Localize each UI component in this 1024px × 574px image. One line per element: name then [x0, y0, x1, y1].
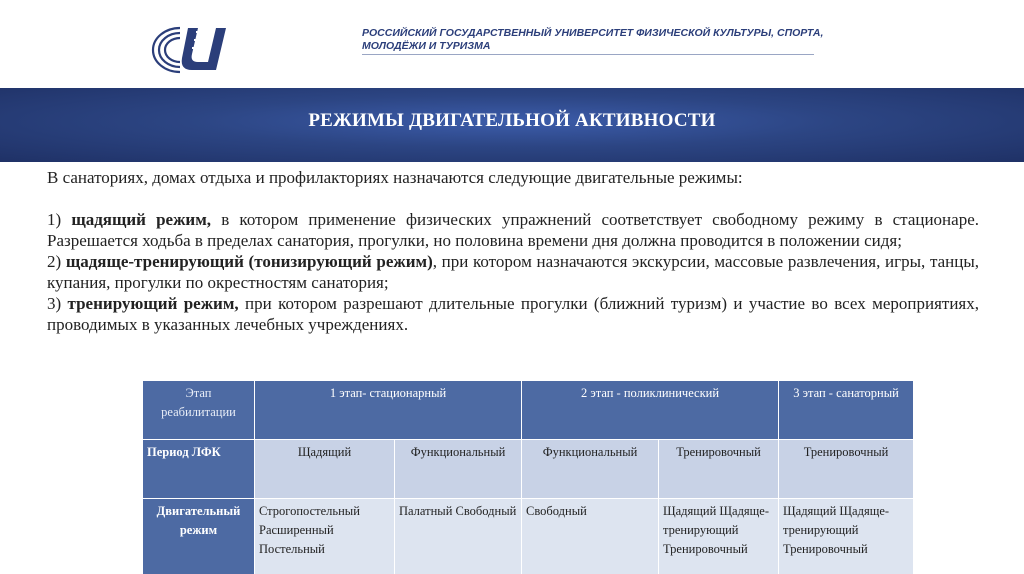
mode-3-number: 3) — [47, 294, 62, 313]
header-divider — [362, 54, 814, 55]
table-cell: Строгопостельный Расширенный Постельный — [255, 499, 395, 574]
intro-paragraph: В санаториях, домах отдыха и профилакториях назначаются следующие двигательные режимы: — [47, 168, 743, 187]
row-label-regime: Двигательный режим — [143, 499, 255, 574]
table-cell: Тренировочный — [659, 440, 779, 499]
table-cell: Функциональный — [522, 440, 659, 499]
table-cell: Щадящий — [255, 440, 395, 499]
page-title: РЕЖИМЫ ДВИГАТЕЛЬНОЙ АКТИВНОСТИ — [308, 110, 716, 131]
mode-1-name: щадящий режим, — [71, 210, 212, 229]
mode-2-number: 2) — [47, 252, 62, 271]
header-stage: Этап реабилитации — [143, 381, 255, 440]
main-text — [47, 167, 979, 335]
header-stage-1: 1 этап- стационарный — [255, 381, 522, 440]
table-cell: Тренировочный — [779, 440, 913, 499]
rehab-table-container — [142, 380, 913, 574]
table-cell: Функциональный — [395, 440, 522, 499]
row-label-period: Период ЛФК — [143, 440, 255, 499]
mode-3-text: при котором разрешают длительные прогулки (ближний туризм) и участие во всех мероприятиях, проводимых в указанных лечебных учреждениях. — [47, 294, 979, 334]
mode-3 — [47, 293, 979, 335]
rehab-table — [142, 380, 913, 574]
mode-1 — [47, 209, 979, 251]
header-stage-3: 3 этап - санаторный — [779, 381, 913, 440]
mode-1-text: в котором применение физических упражнений соответствует свободному режиму в стационаре. Разрешается ходьба в пределах санатория, прогулки, но половина времени дня должна проводится в положении сидя; — [47, 210, 979, 250]
table-cell: Щадящий Щадяще-тренирующий Тренировочный — [659, 499, 779, 574]
table-row-regime — [143, 499, 914, 574]
table-row-period — [143, 440, 914, 499]
mode-3-name: тренирующий режим, — [67, 294, 239, 313]
university-logo — [150, 24, 234, 76]
university-name: РОССИЙСКИЙ ГОСУДАРСТВЕННЫЙ УНИВЕРСИТЕТ ФИЗИЧЕСКОЙ КУЛЬТУРЫ, СПОРТА, МОЛОДЁЖИ И ТУРИЗМА — [362, 27, 824, 52]
table-header-row — [143, 381, 914, 440]
mode-2 — [47, 251, 979, 293]
table-cell: Щадящий Щадяще-тренирующий Тренировочный — [779, 499, 913, 574]
mode-2-name: щадяще-тренирующий (тонизирующий режим) — [65, 252, 433, 271]
header-stage-2: 2 этап - поликлинический — [522, 381, 779, 440]
table-cell: Палатный Свободный — [395, 499, 522, 574]
table-cell: Свободный — [522, 499, 659, 574]
mode-1-number: 1) — [47, 210, 62, 229]
mode-2-text: , при котором назначаются экскурсии, массовые развлечения, игры, танцы, купания, прогулки по окрестностям санатория; — [47, 252, 979, 292]
